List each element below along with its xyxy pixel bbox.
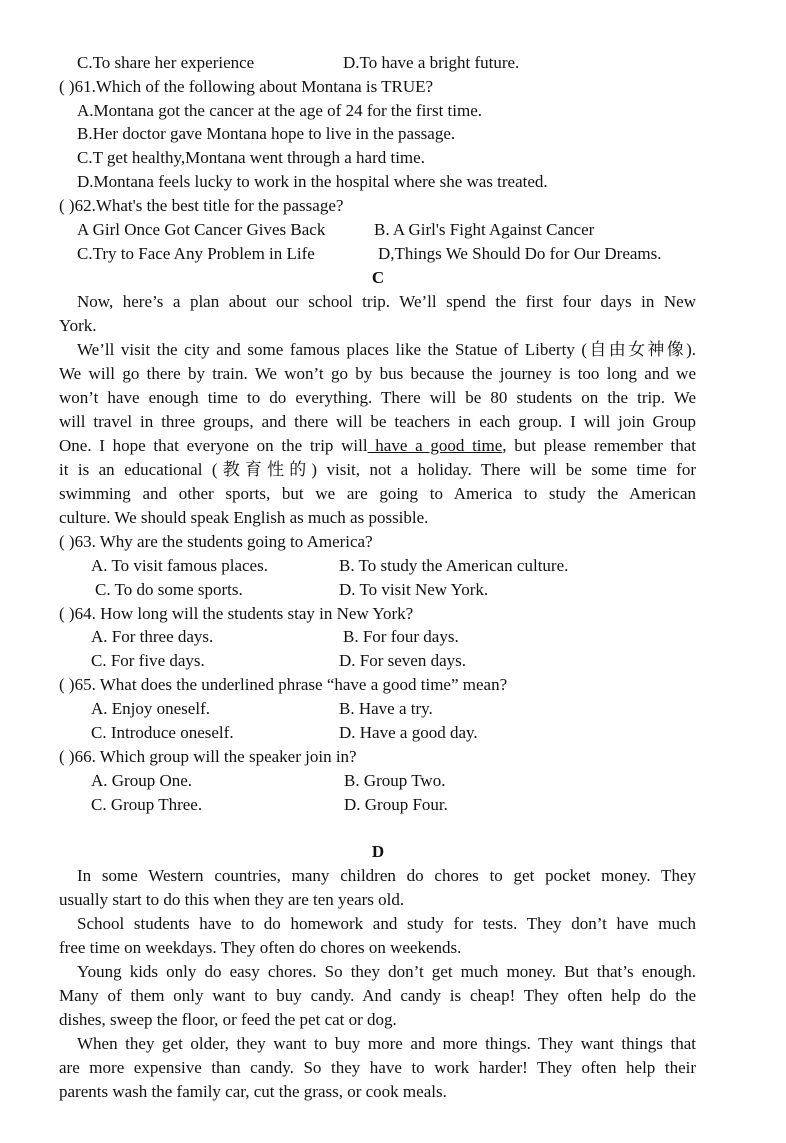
q64-stem: ( )64. How long will the students stay in New York?: [59, 604, 414, 623]
q65-option-d: D. Have a good day.: [339, 723, 478, 742]
d-paragraph-3-line-1: Young kids only do easy chores. So they don’t get much money. But that’s enough.: [77, 962, 696, 981]
c-paragraph-2-line-3: won’t have enough time to do everything. There will be 80 students on the trip. We: [59, 388, 696, 407]
q66-option-d: D. Group Four.: [344, 795, 448, 814]
section-d-heading: D: [371, 842, 385, 861]
c-line-5-end: , but please remember that: [502, 436, 696, 455]
c-paragraph-2-line-1: We’ll visit the city and some famous places like the Statue of Liberty (自由女神像).: [77, 340, 696, 359]
q65-option-b: B. Have a try.: [339, 699, 433, 718]
q60-option-c: C.To share her experience: [77, 53, 255, 72]
q66-option-c: C. Group Three.: [91, 795, 203, 814]
underlined-phrase: have a good time: [367, 436, 503, 455]
c-paragraph-2-line-7: swimming and other sports, but we are going to America to study the American: [59, 484, 696, 503]
q63-stem: ( )63. Why are the students going to America?: [59, 532, 373, 551]
c-paragraph-2-line-4: will travel in three groups, and there will be teachers in each group. I will join Group: [59, 412, 696, 431]
d-paragraph-3-line-2: Many of them only want to buy candy. And candy is cheap! They often help do the: [59, 986, 696, 1005]
c-paragraph-2-line-6: it is an educational (教育性的) visit, not a holiday. There will be some time for: [59, 460, 696, 479]
d-paragraph-1-line-1: In some Western countries, many children do chores to get pocket money. They: [77, 866, 696, 885]
q62-option-b: B. A Girl's Fight Against Cancer: [374, 220, 595, 239]
d-paragraph-2-line-2: free time on weekdays. They often do chores on weekends.: [59, 938, 462, 957]
q62-option-a: A Girl Once Got Cancer Gives Back: [77, 220, 326, 239]
d-paragraph-3-line-3: dishes, sweep the floor, or feed the pet cat or dog.: [59, 1010, 397, 1029]
q61-option-d: D.Montana feels lucky to work in the hospital where she was treated.: [77, 172, 548, 191]
q66-option-b: B. Group Two.: [344, 771, 446, 790]
q62-option-c: C.Try to Face Any Problem in Life: [77, 244, 315, 263]
q65-stem: ( )65. What does the underlined phrase “have a good time” mean?: [59, 675, 508, 694]
q63-option-c: C. To do some sports.: [95, 580, 243, 599]
q61-option-a: A.Montana got the cancer at the age of 24 for the first time.: [77, 101, 483, 120]
q62-stem: ( )62.What's the best title for the passage?: [59, 196, 344, 215]
q66-option-a: A. Group One.: [91, 771, 193, 790]
c-paragraph-2-line-5: [59, 436, 696, 456]
d-paragraph-4-line-2: are more expensive than candy. So they have to work harder! They often help their: [59, 1058, 696, 1077]
q64-option-d: D. For seven days.: [339, 651, 467, 670]
d-paragraph-1-line-2: usually start to do this when they are ten years old.: [59, 890, 405, 909]
q64-option-a: A. For three days.: [91, 627, 214, 646]
c-paragraph-2-line-8: culture. We should speak English as much as possible.: [59, 508, 429, 527]
q61-stem: ( )61.Which of the following about Montana is TRUE?: [59, 77, 434, 96]
q65-option-c: C. Introduce oneself.: [91, 723, 234, 742]
c-paragraph-1-line-2: York.: [59, 316, 97, 335]
q60-option-d: D.To have a bright future.: [343, 53, 520, 72]
c-paragraph-2-line-2: We will go there by train. We won’t go by bus because the journey is too long and we: [59, 364, 696, 383]
q61-option-b: B.Her doctor gave Montana hope to live in the passage.: [77, 124, 456, 143]
q64-option-b: B. For four days.: [343, 627, 459, 646]
q65-option-a: A. Enjoy oneself.: [91, 699, 210, 718]
q62-option-d: D,Things We Should Do for Our Dreams.: [378, 244, 662, 263]
c-line-5-start: One. I hope that everyone on the trip will: [59, 436, 368, 455]
q63-option-a: A. To visit famous places.: [91, 556, 268, 575]
d-paragraph-4-line-1: When they get older, they want to buy more and more things. They want things that: [77, 1034, 696, 1053]
q61-option-c: C.T get healthy,Montana went through a hard time.: [77, 148, 425, 167]
section-c-heading: C: [371, 268, 385, 287]
d-paragraph-4-line-3: parents wash the family car, cut the grass, or cook meals.: [59, 1082, 447, 1101]
q64-option-c: C. For five days.: [91, 651, 205, 670]
q66-stem: ( )66. Which group will the speaker join in?: [59, 747, 357, 766]
q63-option-d: D. To visit New York.: [339, 580, 489, 599]
d-paragraph-2-line-1: School students have to do homework and study for tests. They don’t have much: [77, 914, 696, 933]
q63-option-b: B. To study the American culture.: [339, 556, 569, 575]
c-paragraph-1-line-1: Now, here’s a plan about our school trip. We’ll spend the first four days in New: [77, 292, 696, 311]
